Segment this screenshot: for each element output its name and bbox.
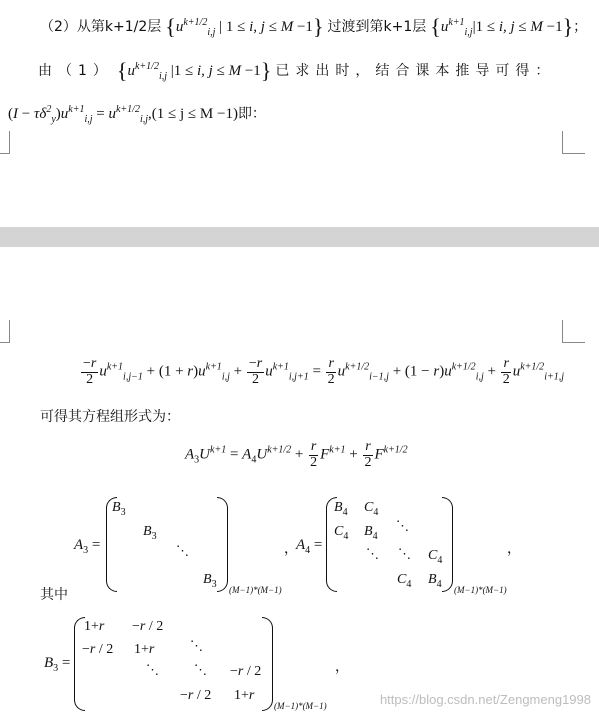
b3-size: (M−1)*(M−1)	[274, 701, 327, 711]
set-u-half: {$u^{k+1/2}_{i,j}$ | 1 ≤ i, j ≤ M −1}	[165, 14, 324, 39]
step-layer-word: 层	[147, 19, 162, 35]
derivation-prefix: 由（1）	[38, 63, 113, 79]
b3-ddots-2: ⋱	[146, 662, 158, 677]
a4-c4-3: $C_4$	[428, 548, 443, 566]
a4-ddots-2: ⋱	[366, 546, 378, 561]
page-corner-mark	[562, 131, 585, 154]
a3-size: (M−1)*(M−1)	[229, 585, 282, 595]
page-break-band	[0, 227, 599, 247]
step-label: （2）从第	[40, 19, 105, 35]
set-u-half-2: {$u^{k+1/2}_{i,j}$ |1 ≤ i, j ≤ M −1}	[116, 58, 272, 83]
a3-b3-1: $B_3$	[112, 500, 126, 518]
b3-r4c3: −r / 2	[180, 688, 212, 703]
a4-c4-1: $C_4$	[364, 500, 379, 518]
step-transition: 过渡到第	[327, 19, 384, 35]
step-heading	[40, 14, 587, 40]
a3-right-paren	[217, 497, 228, 592]
page-corner-mark	[562, 320, 585, 343]
b3-ddots-3: ⋱	[194, 662, 206, 677]
a4-b4-3: $B_4$	[428, 572, 442, 590]
matrix-equation: $A_3U^{k+1} = A_4U^{k+1/2}$ + $\frac{r}{2}$ $F^{k+1}$ + $\frac{r}{2}$ $F^{k+1/2}$	[185, 439, 408, 470]
page-corner-mark	[0, 320, 10, 343]
sep-comma: ，	[284, 541, 298, 557]
b3-comma: ，	[335, 659, 349, 675]
difference-equation: $\frac{-r}{2}$ $u^{k+1}_{i,j-1} + (1 + r)u^{k+1}_{i,j}$ + $\frac{-r}{2}$ $u^{k+1}_{i,j+1}$ = $\frac{r}{2}$ $u^{k+1/2}_{i-1,j} + (1 - r)u^{k+1/2}_{i,j}$ + $\frac{r}{2}$ $u^{k+1/2}_{i+1,j}$	[83, 356, 564, 387]
b3-r1c2: −r / 2	[132, 619, 164, 634]
a4-right-paren	[442, 497, 453, 592]
derivation-line	[38, 58, 555, 84]
a4-label: $A_4$ =	[296, 537, 323, 556]
step-to: k+1	[383, 19, 413, 35]
step-from: k+1/2	[104, 19, 148, 35]
a4-b4-1: $B_4$	[334, 500, 348, 518]
operator-equation: $(I - \tau\delta^2_y)u^{k+1}_{i,j} = u^{k+1/2}_{i,j}$	[8, 104, 149, 125]
a3-b3-3: $B_3$	[203, 572, 217, 590]
step-layer-word-2: 层	[412, 19, 427, 35]
a4-size: (M−1)*(M−1)	[454, 585, 507, 595]
b3-r2c1: −r / 2	[82, 642, 114, 657]
b3-right-paren	[262, 617, 273, 711]
a4-c4-2: $C_4$	[334, 524, 349, 542]
b3-r2c2: 1+r	[134, 642, 155, 657]
b3-label: $B_3$ =	[44, 655, 71, 674]
a3-ddots: ⋱	[176, 543, 188, 558]
watermark-url: https://blog.csdn.net/Zengmeng1998	[379, 692, 591, 707]
derivation-suffix: 已求出时，结合课本推导可得：	[275, 63, 556, 79]
a4-ddots-1: ⋱	[396, 518, 408, 533]
a3-b3-2: $B_3$	[143, 524, 157, 542]
a4-ddots-3: ⋱	[398, 546, 410, 561]
a3-label: $A_3$ =	[74, 537, 101, 556]
set-u-full: {$u^{k+1}_{i,j}|1 \le i$, j ≤ M −1}	[430, 14, 574, 39]
b3-r4c4: 1+r	[234, 688, 255, 703]
semicolon: ；	[573, 19, 588, 35]
a4-b4-2: $B_4$	[364, 524, 378, 542]
a4-c4-4: $C_4$	[397, 572, 412, 590]
ie-label: 即：	[237, 106, 266, 122]
b3-r1c1: 1+r	[84, 619, 105, 634]
b3-ddots-1: ⋱	[190, 638, 202, 653]
system-intro: 可得其方程组形式为：	[40, 409, 180, 425]
b3-r3c4: −r / 2	[230, 664, 262, 679]
formula-line	[8, 103, 266, 123]
range-j: ,(1 ≤ j ≤ M −1)	[148, 106, 238, 122]
end-comma: ，	[507, 541, 521, 557]
page-corner-mark	[0, 131, 10, 154]
where-label: 其中	[40, 587, 68, 603]
